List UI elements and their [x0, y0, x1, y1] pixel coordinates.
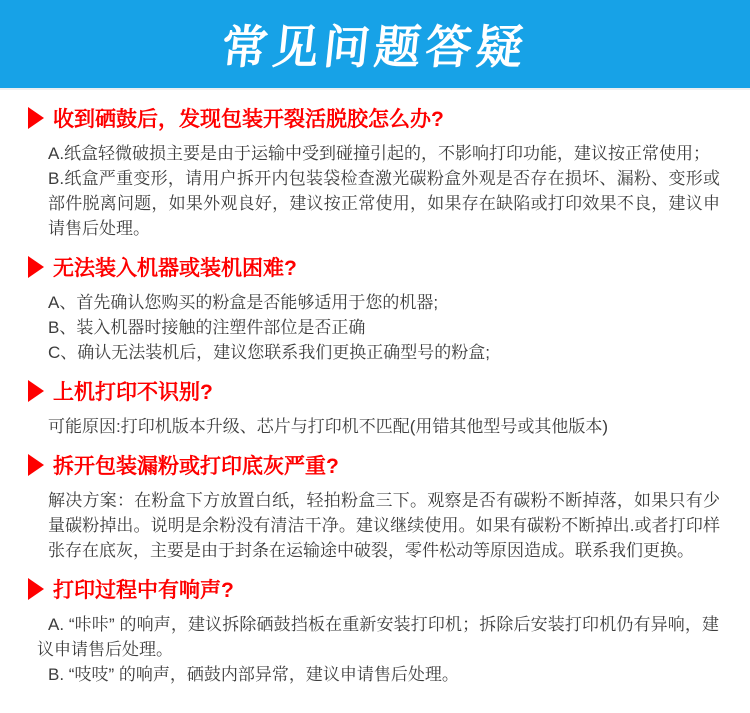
- triangle-bullet-icon: [28, 256, 44, 278]
- answer-block: [28, 612, 719, 687]
- question-heading: [28, 377, 720, 405]
- answer-text: A. “咔咔” 的响声，建议拆除硒鼓挡板在重新安装打印机；拆除后安装打印机仍有异响，建议申请售后处理。: [37, 615, 719, 659]
- triangle-bullet-icon: [28, 380, 44, 402]
- answer-text: A.纸盒轻微破损主要是由于运输中受到碰撞引起的，不影响打印功能，建议按正常使用；: [48, 144, 711, 163]
- faq-section-toner-leak: [28, 451, 720, 563]
- answer-text: 可能原因:打印机版本升级、芯片与打印机不匹配(用错其他型号或其他版本): [48, 417, 609, 436]
- answer-block: [28, 141, 720, 241]
- question-text: 无法装入机器或装机困难?: [53, 257, 297, 280]
- answer-block: [28, 290, 720, 365]
- answer-block: [28, 414, 720, 439]
- faq-section-printing-noise: [28, 575, 720, 687]
- answer-block: [28, 488, 720, 563]
- answer-text: A、首先确认您购买的粉盒是否能够适用于您的机器;: [48, 293, 439, 312]
- triangle-bullet-icon: [28, 454, 44, 476]
- question-heading: [28, 451, 720, 479]
- answer-text: C、确认无法装机后，建议您联系我们更换正确型号的粉盒;: [48, 343, 490, 362]
- triangle-bullet-icon: [28, 107, 44, 129]
- faq-content: [0, 90, 750, 687]
- question-heading: [28, 253, 720, 281]
- question-text: 拆开包装漏粉或打印底灰严重?: [53, 455, 339, 478]
- triangle-bullet-icon: [28, 578, 44, 600]
- answer-text: B.纸盒严重变形，请用户拆开内包装袋检查激光碳粉盒外观是否存在损坏、漏粉、变形或部件脱离问题，如果外观良好，建议按正常使用，如果存在缺陷或打印效果不良，建议申请售后处理。: [48, 169, 720, 238]
- banner: [0, 0, 750, 90]
- answer-text: B. “吱吱” 的响声，硒鼓内部异常，建议申请售后处理。: [48, 665, 459, 684]
- faq-section-package-damage: [28, 104, 720, 241]
- question-text: 上机打印不识别?: [53, 381, 213, 404]
- answer-text: B、装入机器时接触的注塑件部位是否正确: [48, 318, 366, 337]
- page-title: 常见问题答疑: [218, 21, 531, 73]
- question-heading: [28, 575, 720, 603]
- faq-section-not-recognized: [28, 377, 720, 439]
- faq-section-install-difficulty: [28, 253, 720, 365]
- question-text: 收到硒鼓后，发现包装开裂活脱胶怎么办?: [53, 108, 444, 131]
- question-heading: [28, 104, 720, 132]
- question-text: 打印过程中有响声?: [53, 579, 234, 602]
- answer-text: 解决方案：在粉盒下方放置白纸，轻拍粉盒三下。观察是否有碳粉不断掉落，如果只有少量碳粉掉出。说明是余粉没有清洁干净。建议继续使用。如果有碳粉不断掉出.或者打印样张存在底灰，主要是由于封条在运输途中破裂，零件松动等原因造成。联系我们更换。: [48, 491, 720, 560]
